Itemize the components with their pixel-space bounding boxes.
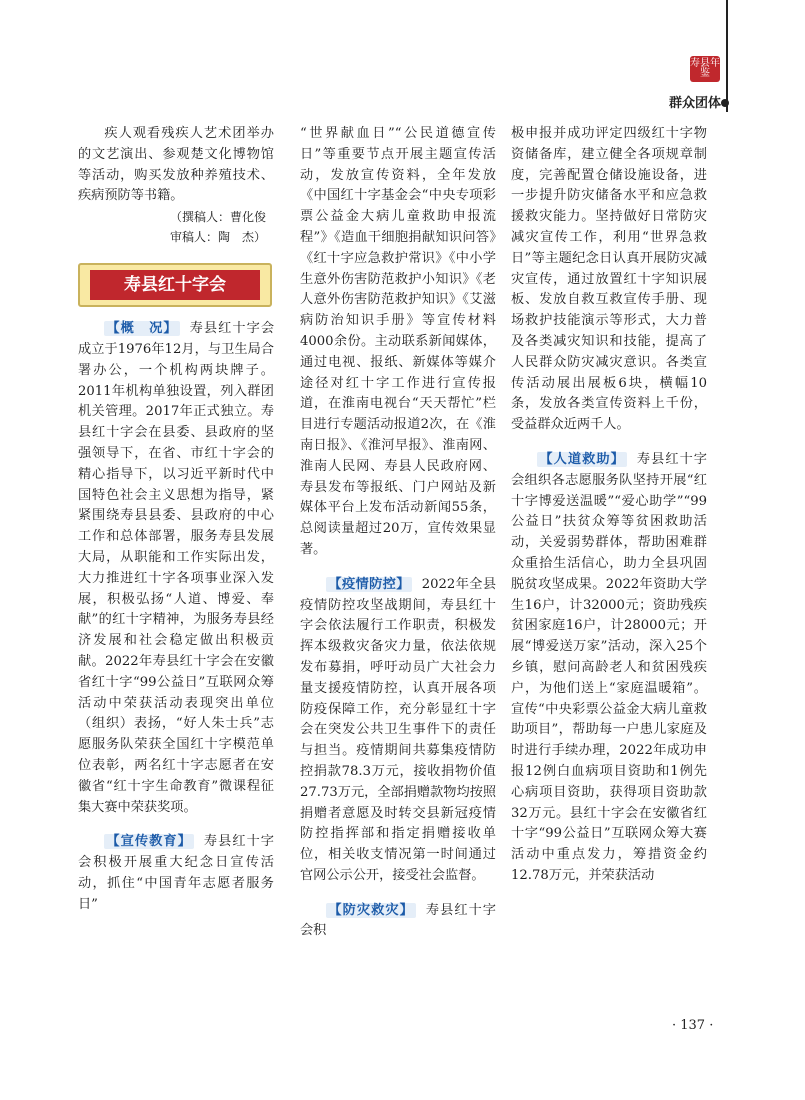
section-label: 群众团体 xyxy=(669,96,722,111)
fangzai-paragraph xyxy=(300,901,496,943)
rendao-paragraph xyxy=(511,450,707,887)
column-3 xyxy=(511,124,707,887)
fangzai-text-start: 寿县红十字会积 xyxy=(300,902,496,939)
xuanchuan-text-start: 寿县红十字会积极开展重大纪念日宣传活动，抓住“中国青年志愿者服务日” xyxy=(78,834,274,912)
org-title: 寿县红十字会 xyxy=(90,270,260,300)
gaikuang-tag: 【概 况】 xyxy=(106,321,178,337)
xuanchuan-tag: 【宣传教育】 xyxy=(106,834,192,850)
xuanchuan-text-cont: “世界献血日”“公民道德宣传日”等重要节点开展主题宣传活动，发放宣传资料，全年发放《中国红十字基金会“中央专项彩票公益金大病儿童救助申报流程”》《造血干细胞捐献知识问答》《红十字应急救护常识》《中小学生意外伤害防范救护小知识》《老人意外伤害防范救护知识》《艾滋病防治知识手册》等宣传材料4000余份。主动联系新闻媒体，通过电视、报纸、新媒体等媒介途径对红十字工作进行宣传报道，在淮南电视台“天天帮忙”栏目进行专题活动报道2次，在《淮南日报》、《淮河早报》、淮南网、淮南人民网、寿县人民政府网、寿县发布等报纸、门户网站及新媒体平台上发布活动新闻55条，总阅读量超过20万，宣传效果显著。 xyxy=(300,126,496,557)
intro-paragraph: 疾人观看残疾人艺术团举办的文艺演出、参观楚文化博物馆等活动，购买发放种养殖技术、疾病预防等书籍。 xyxy=(78,126,274,204)
signature-block xyxy=(78,207,274,247)
fangzai-text-cont: 极申报并成功评定四级红十字物资储备库，建立健全各项规章制度，完善配置仓储设施设备，进一步提升防灾储备水平和应急救援救灾能力。坚持做好日常防灾减灾宣传工作，利用“世界急救日”等主题纪念日认真开展防灾减灾宣传，通过放置红十字知识展板、发放自救互救宣传手册、现场救护技能演示等形式，大力普及各类减灾知识和技能，提高了人民群众防灾减灾意识。各类宣传活动展出展板6块，横幅10条，发放各类宣传资料上千份，受益群众近两千人。 xyxy=(511,126,707,433)
reviewer-line: 审稿人：陶 杰） xyxy=(169,230,266,245)
rendao-tag: 【人道救助】 xyxy=(539,451,625,467)
logo-text: 寿县年鉴 xyxy=(690,58,720,79)
rendao-text: 寿县红十字会组织各志愿服务队坚持开展“红十字博爱送温暖”“爱心助学”“99公益日”扶贫众筹等贫困救助活动，关爱弱势群体，帮助困难群众重拾生活信心，助力全县巩固脱贫攻坚成果。2022年资助大学生16户，计32000元；资助残疾贫困家庭16户，计28000元；开展“博爱送万家”活动，深入25个乡镇，慰问高龄老人和贫困残疾户，为他们送上“家庭温暖箱”。宣传“中央彩票公益金大病儿童救助项目”，帮助每一户患儿家庭及时进行手续办理，2022年成功申报12例白血病项目资助和1例先心病项目资助，获得项目资助款32万元。县红十字会在安徽省红十字“99公益日”互联网众筹大赛活动中重点发力，筹措资金约12.78万元，并荣获活动 xyxy=(511,451,707,883)
column-1 xyxy=(78,124,274,916)
yiqing-paragraph xyxy=(300,575,496,887)
header-rule xyxy=(726,0,728,112)
yiqing-tag: 【疫情防控】 xyxy=(328,576,410,592)
xuanchuan-paragraph xyxy=(78,832,274,915)
author-line: （撰稿人：曹化俊 xyxy=(169,210,266,225)
org-title-box xyxy=(78,263,272,307)
gaikuang-paragraph xyxy=(78,319,274,818)
page-number: · 137 · xyxy=(672,1018,714,1033)
fangzai-tag: 【防灾救灾】 xyxy=(328,902,414,918)
yearbook-logo xyxy=(690,56,720,82)
yiqing-text: 2022年全县疫情防控攻坚战期间，寿县红十字会依法履行工作职责，积极发挥本级救灾备灾力量，依法依规发布募捐，呼吁动员广大社会力量支援疫情防控，认真开展各项防疫保障工作，充分彰显红十字会在突发公共卫生事件下的责任与担当。疫情期间共募集疫情防控捐款78.3万元，接收捐物价值27.73万元，全部捐赠款物均按照捐赠者意愿及时转交县新冠疫情防控指挥部和指定捐赠接收单位，相关收支情况第一时间通过官网公示公开，接受社会监督。 xyxy=(300,576,497,883)
column-2 xyxy=(300,124,496,942)
section-dot xyxy=(721,99,729,107)
gaikuang-text: 寿县红十字会成立于1976年12月，与卫生局合署办公，一个机构两块牌子。2011年机构单独设置，列入群团机关管理。2017年正式独立。寿县红十字会在县委、县政府的坚强领导下，在省、市红十字会的精心指导下，以习近平新时代中国特色社会主义思想为指导，紧紧围绕寿县县委、县政府的中心工作和总体部署，服务寿县发展大局，从职能和工作实际出发，大力推进红十字各项事业深入发展，积极弘扬“人道、博爱、奉献”的红十字精神，为服务寿县经济发展和社会稳定做出积极贡献。2022年寿县红十字会在安徽省红十字“99公益日”互联网众筹活动中荣获活动表现突出单位（组织）表扬，“好人朱士兵”志愿服务队荣获全国红十字模范单位表彰，两名红十字志愿者在安徽省“红十字生命教育”微课程征集大赛中荣获奖项。 xyxy=(78,321,275,815)
